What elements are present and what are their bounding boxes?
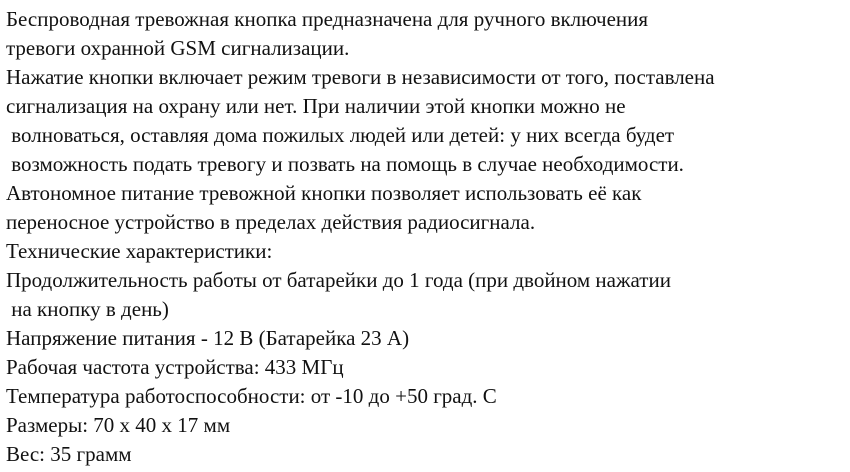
spec-frequency: Рабочая частота устройства: 433 МГц	[6, 355, 344, 379]
text-line-7: Автономное питание тревожной кнопки позволяет использовать её как	[6, 181, 642, 205]
document-body	[6, 5, 846, 469]
text-line-4: сигнализация на охрану или нет. При наличии этой кнопки можно не	[6, 94, 626, 118]
text-line-2: тревоги охранной GSM сигнализации.	[6, 36, 350, 60]
spec-voltage: Напряжение питания - 12 В (Батарейка 23 А)	[6, 326, 410, 350]
text-line-5: волноваться, оставляя дома пожилых людей или детей: у них всегда будет	[6, 123, 675, 147]
spec-battery-life: Продолжительность работы от батарейки до 1 года (при двойном нажатии	[6, 268, 671, 292]
spec-temperature: Температура работоспособности: от -10 до +50 град. С	[6, 384, 497, 408]
section-heading-specs: Технические характеристики:	[6, 239, 273, 263]
text-line-1: Беспроводная тревожная кнопка предназначена для ручного включения	[6, 7, 649, 31]
text-line-8: переносное устройство в пределах действия радиосигнала.	[6, 210, 536, 234]
text-line-6: возможность подать тревогу и позвать на помощь в случае необходимости.	[6, 152, 684, 176]
spec-weight: Вес: 35 грамм	[6, 442, 132, 466]
spec-battery-life-cont: на кнопку в день)	[6, 297, 169, 321]
spec-dimensions: Размеры: 70 х 40 х 17 мм	[6, 413, 231, 437]
text-line-3: Нажатие кнопки включает режим тревоги в независимости от того, поставлена	[6, 65, 715, 89]
